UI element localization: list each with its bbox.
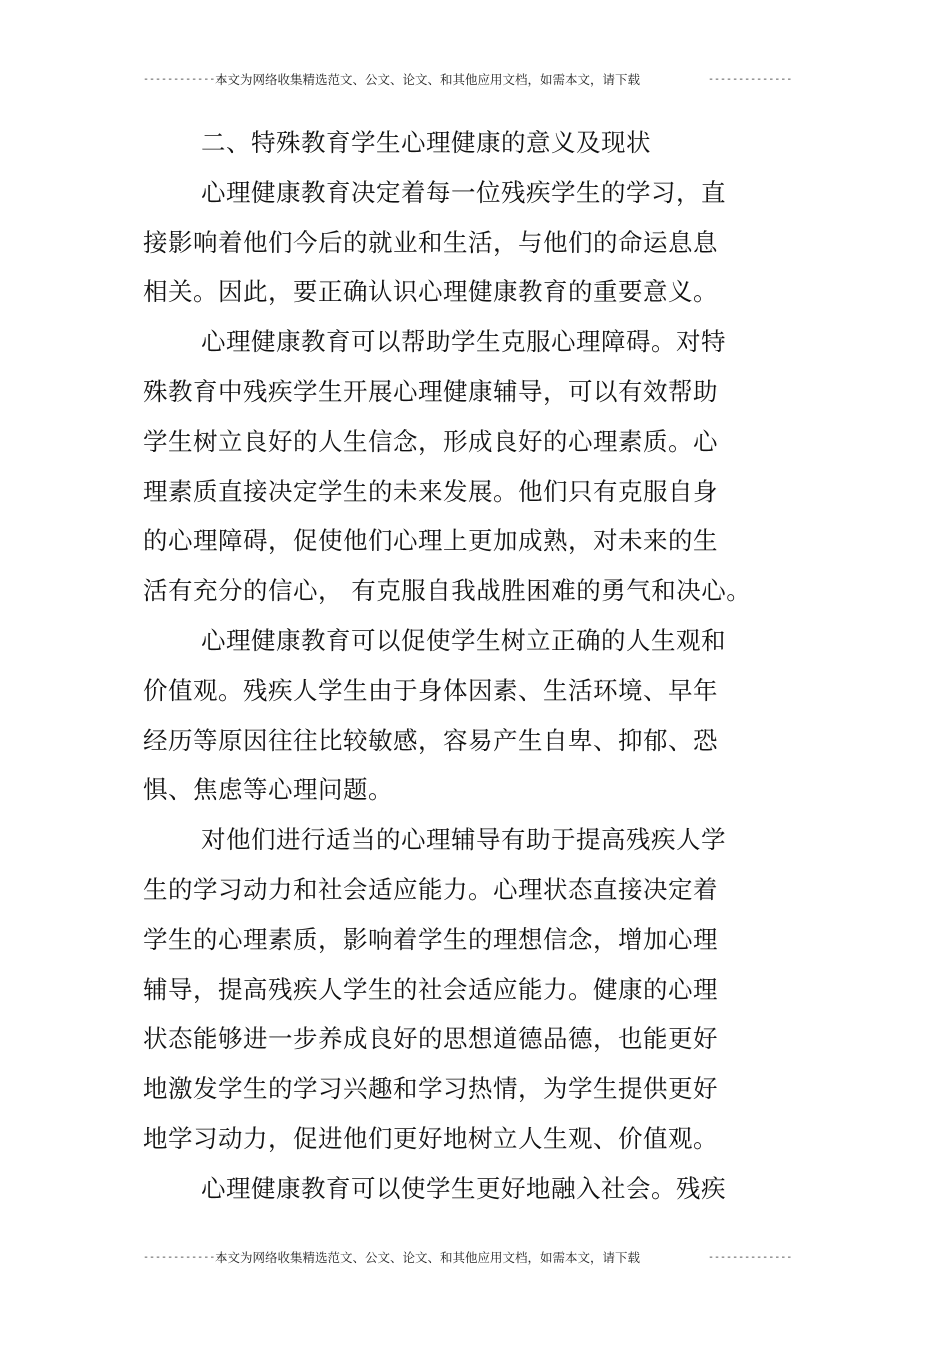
section-heading: 二、特殊教育学生心理健康的意义及现状	[201, 128, 651, 157]
paragraph-1: 心理健康教育决定着每一位残疾学生的学习，直 接影响着他们今后的就业和生活，与他们的命运息息 相关。因此，要正确认识心理健康教育的重要意义。	[143, 177, 726, 307]
document-body	[143, 118, 768, 1214]
header-note: 本文为网络收集精选范文、公文、论文、和其他应用文档，如需本文，请下载	[215, 72, 641, 87]
paragraph-3: 心理健康教育可以促使学生树立正确的人生观和 价值观。残疾人学生由于身体因素、生活环境、早年 经历等原因往往比较敏感，容易产生自卑、抑郁、恐 惧、焦虑等心理问题。	[143, 625, 726, 805]
paragraph-2: 心理健康教育可以帮助学生克服心理障碍。对特 殊教育中残疾学生开展心理健康辅导，可以有效帮助 学生树立良好的人生信念，形成良好的心理素质。心 理素质直接决定学生的未来发展。他们只有克服自身 的心理障碍，促使他们心理上更加成熟，对未来的生 活有充分的信心， 有克服自我战胜困难的勇气和决心。	[143, 327, 752, 606]
footer-dash-left: ---------------	[143, 1252, 234, 1263]
page-header	[143, 70, 793, 90]
paragraph-4: 对他们进行适当的心理辅导有助于提高残疾人学 生的学习动力和社会适应能力。心理状态直接决定着 学生的心理素质，影响着学生的理想信念，增加心理 辅导，提高残疾人学生的社会适应能力。健康的心理 状态能够进一步养成良好的思想道德品德，也能更好 地激发学生的学习兴趣和学习热情，为学生提供更好 地学习动力，促进他们更好地树立人生观、价值观。	[143, 825, 726, 1153]
header-dash-right: --------------	[708, 74, 793, 85]
page-footer	[143, 1248, 793, 1268]
footer-dash-right: --------------	[708, 1252, 793, 1263]
paragraph-5: 心理健康教育可以使学生更好地融入社会。残疾	[201, 1173, 726, 1203]
footer-note: 本文为网络收集精选范文、公文、论文、和其他应用文档，如需本文，请下载	[215, 1250, 641, 1265]
header-dash-left: ---------------	[143, 74, 234, 85]
